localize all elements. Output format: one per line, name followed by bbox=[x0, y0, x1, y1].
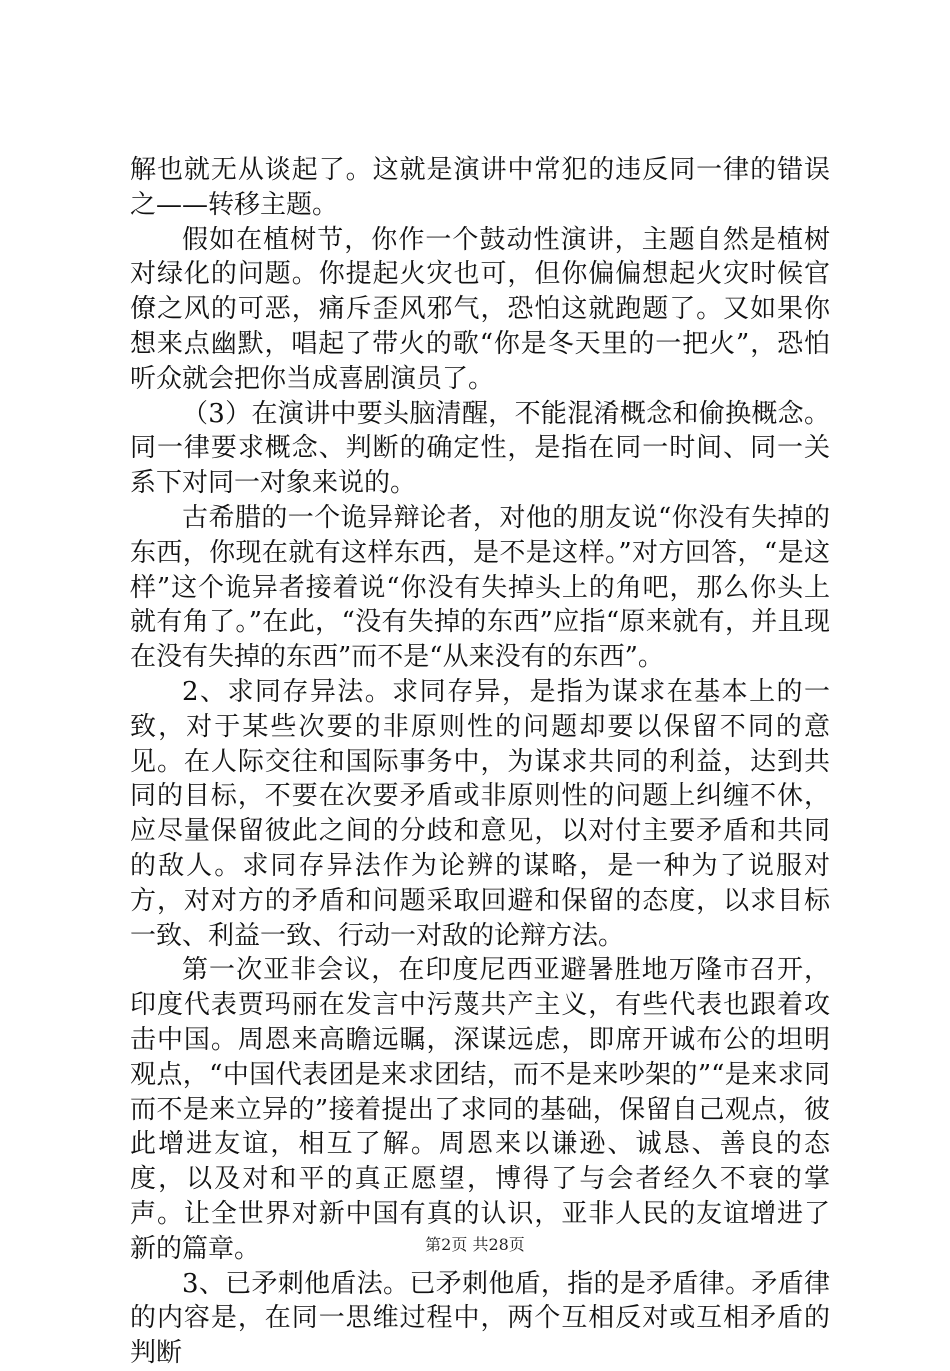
paragraph: 第一次亚非会议，在印度尼西亚避暑胜地万隆市召开，印度代表贾玛丽在发言中污蔑共产主义，有些代表也跟着攻击中国。周恩来高瞻远瞩，深谋远虑，即席开诚布公的坦明观点，“中国代表团是来求团结，而不是来吵架的”“是来求同而不是来立异的”接着提出了求同的基础，保留自己观点，彼此增进友谊，相互了解。周恩来以谦逊、诚恳、善良的态度，以及对和平的真正愿望，博得了与会者经久不衰的掌声。让全世界对新中国有真的认识，亚非人民的友谊增进了新的篇章。 bbox=[130, 955, 830, 1264]
paragraph-continuation: 解也就无从谈起了。这就是演讲中常犯的违反同一律的错误之——转移主题。 bbox=[130, 155, 830, 220]
paragraph: 3、已矛刺他盾法。已矛刺他盾，指的是矛盾律。矛盾律的内容是，在同一思维过程中，两个互相反对或互相矛盾的判断 bbox=[130, 1268, 830, 1369]
paragraph: 2、求同存异法。求同存异，是指为谋求在基本上的一致，对于某些次要的非原则性的问题却要以保留不同的意见。在人际交往和国际事务中，为谋求共同的利益，达到共同的目标，不要在次要矛盾或非原则性的问题上纠缠不休，应尽量保留彼此之间的分歧和意见，以对付主要矛盾和共同的敌人。求同存异法作为论辨的谋略，是一种为了说服对方，对对方的矛盾和问题采取回避和保留的态度，以求目标一致、利益一致、行动一对敌的论辩方法。 bbox=[130, 676, 830, 951]
paragraph: 古希腊的一个诡异辩论者，对他的朋友说“你没有失掉的东西，你现在就有这样东西，是不是这样。”对方回答，“是这样”这个诡异者接着说“你没有失掉头上的角吧，那么你头上就有角了。”在此，“没有失掉的东西”应指“原来就有，并且现在没有失掉的东西”而不是“从来没有的东西”。 bbox=[130, 502, 830, 673]
paragraph: （3）在演讲中要头脑清醒，不能混淆概念和偷换概念。同一律要求概念、判断的确定性，是指在同一时间、同一关系下对同一对象来说的。 bbox=[130, 398, 830, 499]
paragraph: 假如在植树节，你作一个鼓动性演讲，主题自然是植树对绿化的问题。你提起火灾也可，但你偏偏想起火灾时候官僚之风的可恶，痛斥歪风邪气，恐怕这就跑题了。又如果你想来点幽默，唱起了带火的歌“你是冬天里的一把火”，恐怕听众就会把你当成喜剧演员了。 bbox=[130, 224, 830, 394]
document-body bbox=[130, 153, 830, 1371]
page-footer: 第2页 共28页 bbox=[425, 1235, 525, 1254]
